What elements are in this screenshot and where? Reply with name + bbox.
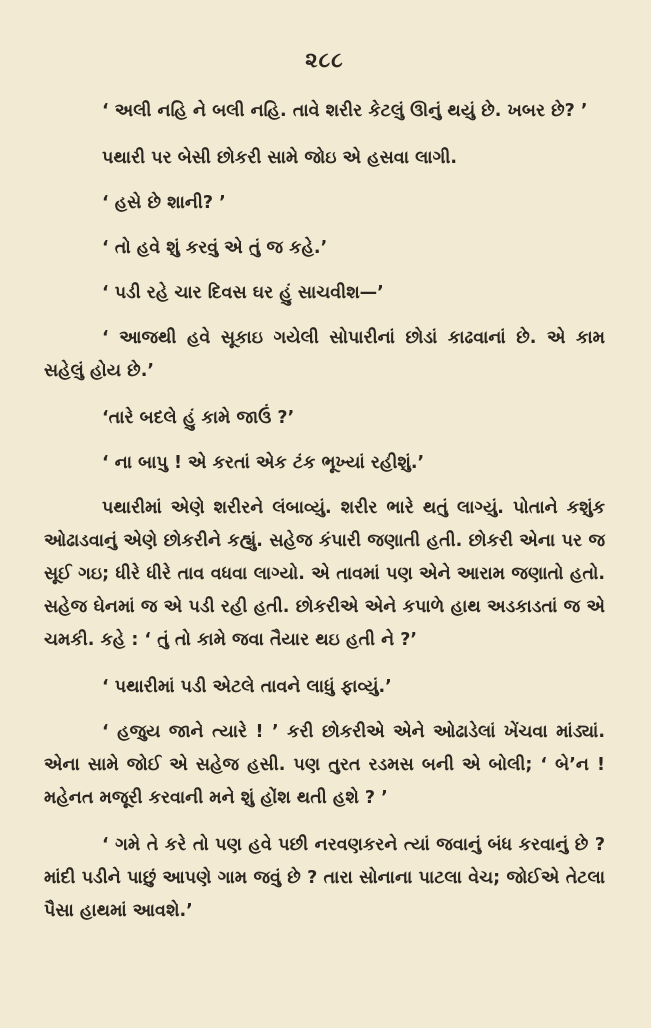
paragraph: ‘ ગમે તે કરે તો પણ હવે પછી નરવણકરને ત્યાં જવાનું બંધ કરવાનું છે ? માંદી પડીને પાછું આપણે ગામ જવું છે ? તારા સોનાના પાટલા વેચ; જોઈએ તેટલા પૈસા હાથમાં આવશે.’ bbox=[44, 835, 605, 921]
paragraph: ‘ પડી રહે ચાર દિવસ ઘર હું સાચવીશ—’ bbox=[102, 283, 384, 303]
paragraph: પથારીમાં એણે શરીરને લંબાવ્યું. શરીર ભારે થતું લાગ્યું. પોતાને કશુંક ઓઢાડવાનું એણે છોકરીને કહ્યું. સહેજ કંપારી જણાતી હતી. છોકરી એના પર જ સૂઈ ગઇ; ધીરે ધીરે તાવ વધવા લાગ્યો. એ તાવમાં પણ એને આરામ જણાતો હતો. સહેજ ઘેનમાં જ એ પડી રહી હતી. છોકરીએ એને કપાળે હાથ અડકાડતાં જ એ ચમકી. કહે : ‘ તું તો કામે જવા તૈયાર થઇ હતી ને ?’ bbox=[44, 498, 605, 650]
paragraph: ‘ આજથી હવે સૂકાઇ ગયેલી સોપારીનાં છોડાં કાઢવાનાં છે. એ કામ સહેલું હોય છે.’ bbox=[44, 328, 605, 381]
paragraph: પથારી પર બેસી છોકરી સામે જોઇ એ હસવા લાગી. bbox=[102, 148, 458, 168]
page-number: ૨૮૮ bbox=[305, 48, 344, 72]
paragraph: ‘ હજુય જાને ત્યારે ! ’ કરી છોકરીએ એને ઓઢાડેલાં ખેંચવા માંડ્યાં. એના સામે જોઈ એ સહેજ હસી. પણ તુરત રડમસ બની એ બોલી; ‘ બે’ન ! મહેનત મજૂરી કરવાની મને શું હોંશ થતી હશે ? ’ bbox=[44, 722, 605, 808]
paragraph: ‘ અલી નહિ ને બલી નહિ. તાવે શરીર કેટલું ઊનું થયું છે. ખબર છે? ’ bbox=[102, 101, 588, 121]
paragraph: ‘તારે બદલે હું કામે જાઉં ?’ bbox=[102, 408, 295, 428]
paragraph: ‘ ના બાપુ ! એ કરતાં એક ટંક ભૂખ્યાં રહીશું.’ bbox=[102, 453, 425, 473]
paragraph: ‘ પથારીમાં પડી એટલે તાવને લાધું ફાવ્યું.’ bbox=[102, 677, 392, 697]
paragraph: ‘ તો હવે શું કરવું એ તું જ કહે.’ bbox=[102, 238, 328, 258]
paragraph: ‘ હસે છે શાની? ’ bbox=[102, 193, 226, 213]
